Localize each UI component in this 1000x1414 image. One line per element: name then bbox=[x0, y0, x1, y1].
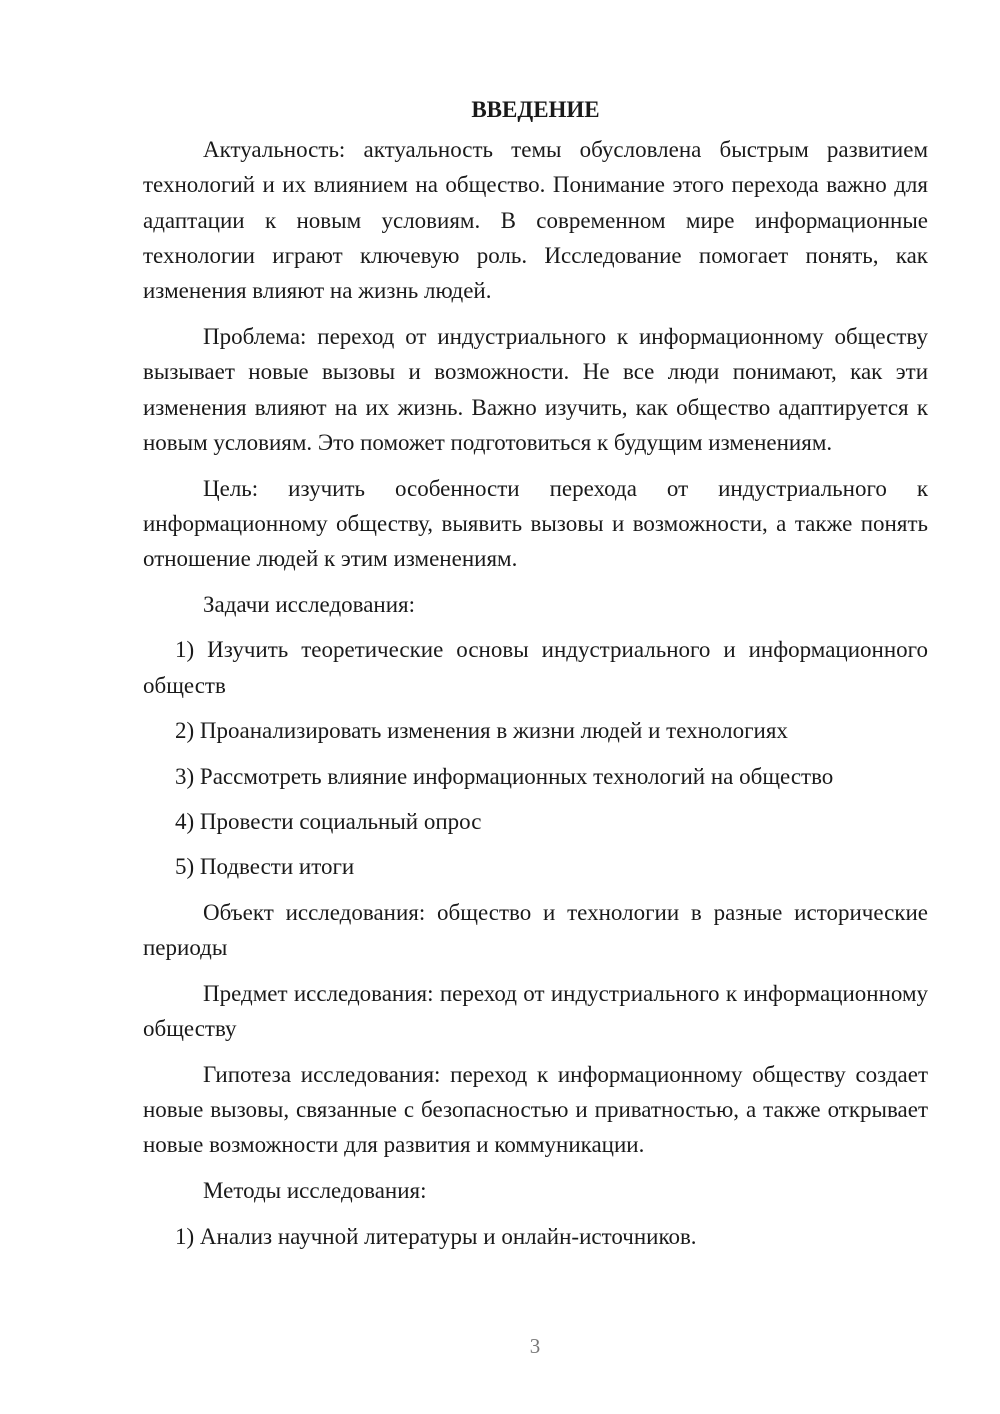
goal-paragraph: Цель: изучить особенности перехода от индустриального к информационному обществу, выявить вызовы и возможности, а также понять отношение людей к этим изменениям. bbox=[143, 475, 928, 572]
object-paragraph: Объект исследования: общество и технологии в разные исторические периоды bbox=[143, 899, 928, 960]
page-number: 3 bbox=[529, 1334, 541, 1358]
problem-paragraph: Проблема: переход от индустриального к информационному обществу вызывает новые вызовы и возможности. Не все люди понимают, как эти изменения влияют на их жизнь. Важно изучить, как общество адаптируется к новым условиям. Это поможет подготовиться к будущим изменениям. bbox=[143, 323, 928, 455]
relevance-paragraph: Актуальность: актуальность темы обусловлена быстрым развитием технологий и их влиянием на общество. Понимание этого перехода важно для адаптации к новым условиям. В современном мире информационные технологии играют ключевую роль. Исследование помогает понять, как изменения влияют на жизнь людей. bbox=[143, 137, 928, 304]
task-item: 1) Изучить теоретические основы индустриального и информационного обществ bbox=[143, 637, 928, 698]
hypothesis-paragraph: Гипотеза исследования: переход к информационному обществу создает новые вызовы, связанные с безопасностью и приватностью, а также открывает новые возможности для развития и коммуникации. bbox=[143, 1061, 928, 1158]
task-item: 2) Проанализировать изменения в жизни людей и технологиях bbox=[175, 718, 788, 744]
tasks-heading: Задачи исследования: bbox=[203, 592, 416, 618]
task-item: 5) Подвести итоги bbox=[175, 854, 355, 880]
subject-paragraph: Предмет исследования: переход от индустриального к информационному обществу bbox=[143, 980, 928, 1042]
task-item: 4) Провести социальный опрос bbox=[175, 809, 482, 835]
document-page bbox=[143, 92, 928, 1264]
methods-heading: Методы исследования: bbox=[203, 1178, 427, 1204]
section-title: ВВЕДЕНИЕ bbox=[471, 97, 600, 122]
method-item: 1) Анализ научной литературы и онлайн-источников. bbox=[175, 1223, 697, 1249]
task-item: 3) Рассмотреть влияние информационных технологий на общество bbox=[175, 763, 834, 789]
